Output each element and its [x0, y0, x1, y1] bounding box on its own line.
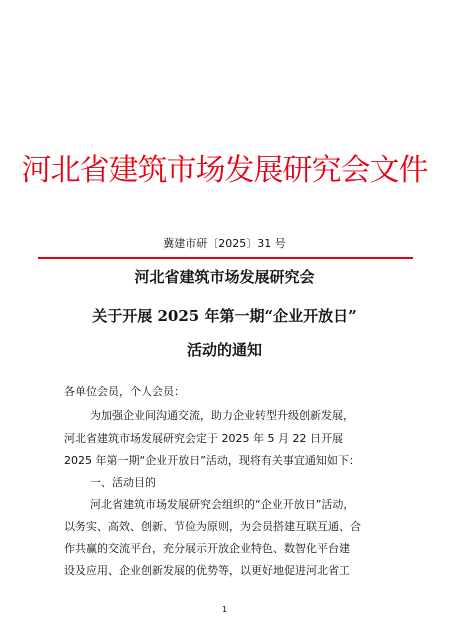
document-title-line-3: 活动的通知 [186, 341, 262, 359]
header-divider [38, 257, 413, 259]
paragraph-2-line-2: 以务实、高效、创新、节俭为原则，为会员搭建互联互通、合 [64, 520, 361, 533]
paragraph-2-line-4: 设及应用、企业创新发展的优势等，以更好地促进河北省工 [64, 564, 350, 577]
document-title-line-1: 河北省建筑市场发展研究会 [134, 268, 315, 286]
page-number: 1 [221, 605, 228, 614]
document-number: 冀建市研〔2025〕31 号 [163, 237, 286, 250]
salutation: 各单位会员，个人会员： [64, 385, 185, 398]
paragraph-2-line-1: 河北省建筑市场发展研究会组织的“企业开放日”活动， [90, 498, 355, 511]
paragraph-1-line-2: 河北省建筑市场发展研究会定于 2025 年 5 月 22 日开展 [64, 432, 343, 445]
document-title-line-2: 关于开展 2025 年第一期“企业开放日” [92, 307, 357, 325]
paragraph-1-line-1: 为加强企业间沟通交流，助力企业转型升级创新发展， [90, 409, 354, 422]
document-header-title: 河北省建筑市场发展研究会文件 [21, 153, 428, 188]
paragraph-1-line-3: 2025 年第一期“企业开放日”活动，现将有关事宜通知如下： [64, 454, 360, 467]
section-heading-1: 一、活动目的 [90, 476, 156, 489]
paragraph-2-line-3: 作共赢的交流平台，充分展示开放企业特色、数智化平台建 [64, 542, 350, 555]
